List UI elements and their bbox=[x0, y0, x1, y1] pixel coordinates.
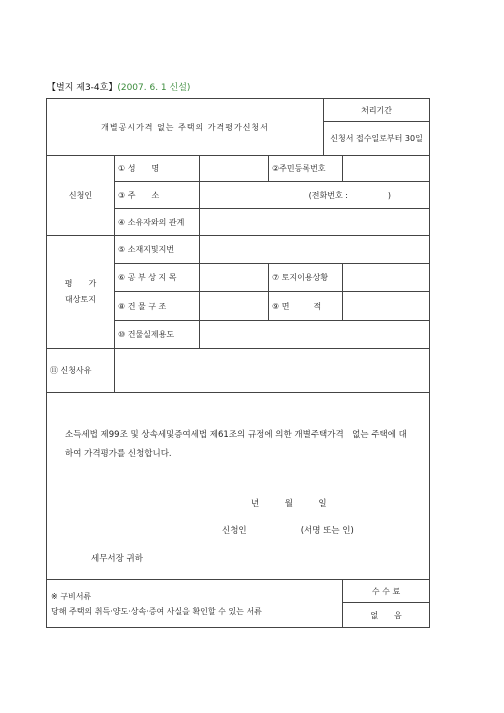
fee-label: 수 수 료 bbox=[343, 580, 430, 603]
application-form bbox=[46, 98, 430, 628]
phone-label: (전화번호 : ) bbox=[308, 190, 392, 200]
target-section-line2: 대상토지 bbox=[65, 295, 96, 304]
date-line: 년 월 일 bbox=[251, 499, 327, 509]
building-use-field[interactable] bbox=[200, 321, 430, 349]
required-documents bbox=[47, 580, 343, 628]
building-structure-label: ⑧ 건 물 구 조 bbox=[115, 292, 200, 321]
land-category-field[interactable] bbox=[200, 264, 269, 292]
signature-line bbox=[222, 524, 429, 536]
statement-section bbox=[47, 393, 430, 580]
relation-label: ④ 소유자와의 관계 bbox=[115, 209, 200, 236]
revision-note: (2007. 6. 1 신설) bbox=[117, 83, 191, 93]
signature-label: 신청인 bbox=[222, 526, 247, 536]
required-documents-title: ※ 구비서류 bbox=[51, 591, 92, 601]
address-label: ③ 주 소 bbox=[115, 182, 200, 209]
area-label: ⑨ 면 적 bbox=[269, 292, 343, 321]
form-number: 【별지 제3-4호】 bbox=[47, 83, 118, 93]
form-header bbox=[47, 80, 190, 93]
area-field[interactable] bbox=[343, 292, 430, 321]
target-section-line1: 평 가 bbox=[64, 279, 97, 288]
name-label: ① 성 명 bbox=[115, 156, 200, 182]
processing-period-value: 신청서 접수일로부터 30일 bbox=[324, 122, 430, 156]
building-use-label: ⑩ 건물실제용도 bbox=[115, 321, 200, 349]
reason-label: ⑪ 신청사유 bbox=[47, 349, 115, 393]
name-field[interactable] bbox=[200, 156, 269, 182]
signature-note: (서명 또는 인) bbox=[300, 526, 354, 536]
resident-no-label: ②주민등록번호 bbox=[269, 156, 343, 182]
land-use-label: ⑦ 토지이용상황 bbox=[269, 264, 343, 292]
target-section-label bbox=[47, 236, 115, 349]
required-documents-item: 당해 주택의 취득·양도·상속·증여 사실을 확인할 수 있는 서류 bbox=[51, 606, 262, 616]
location-label: ⑤ 소재지및지번 bbox=[115, 236, 200, 264]
processing-period-label: 처리기간 bbox=[324, 99, 430, 122]
fee-value: 없 음 bbox=[343, 603, 430, 628]
building-structure-field[interactable] bbox=[200, 292, 269, 321]
land-use-field[interactable] bbox=[343, 264, 430, 292]
address-field[interactable] bbox=[200, 182, 430, 209]
location-field[interactable] bbox=[200, 236, 430, 264]
addressee: 세무서장 귀하 bbox=[91, 554, 143, 564]
form-title: 개별공시가격 없는 주택의 가격평가신청서 bbox=[47, 99, 324, 156]
relation-field[interactable] bbox=[200, 209, 430, 236]
applicant-section-label: 신청인 bbox=[47, 156, 115, 236]
reason-field[interactable] bbox=[115, 349, 430, 393]
resident-no-field[interactable] bbox=[343, 156, 430, 182]
land-category-label: ⑥ 공 부 상 지 목 bbox=[115, 264, 200, 292]
statement-text: 소득세법 제99조 및 상속세및증여세법 제61조의 규정에 의한 개별주택가격 없는 주택에 대하여 가격평가를 신청합니다. bbox=[65, 430, 407, 459]
